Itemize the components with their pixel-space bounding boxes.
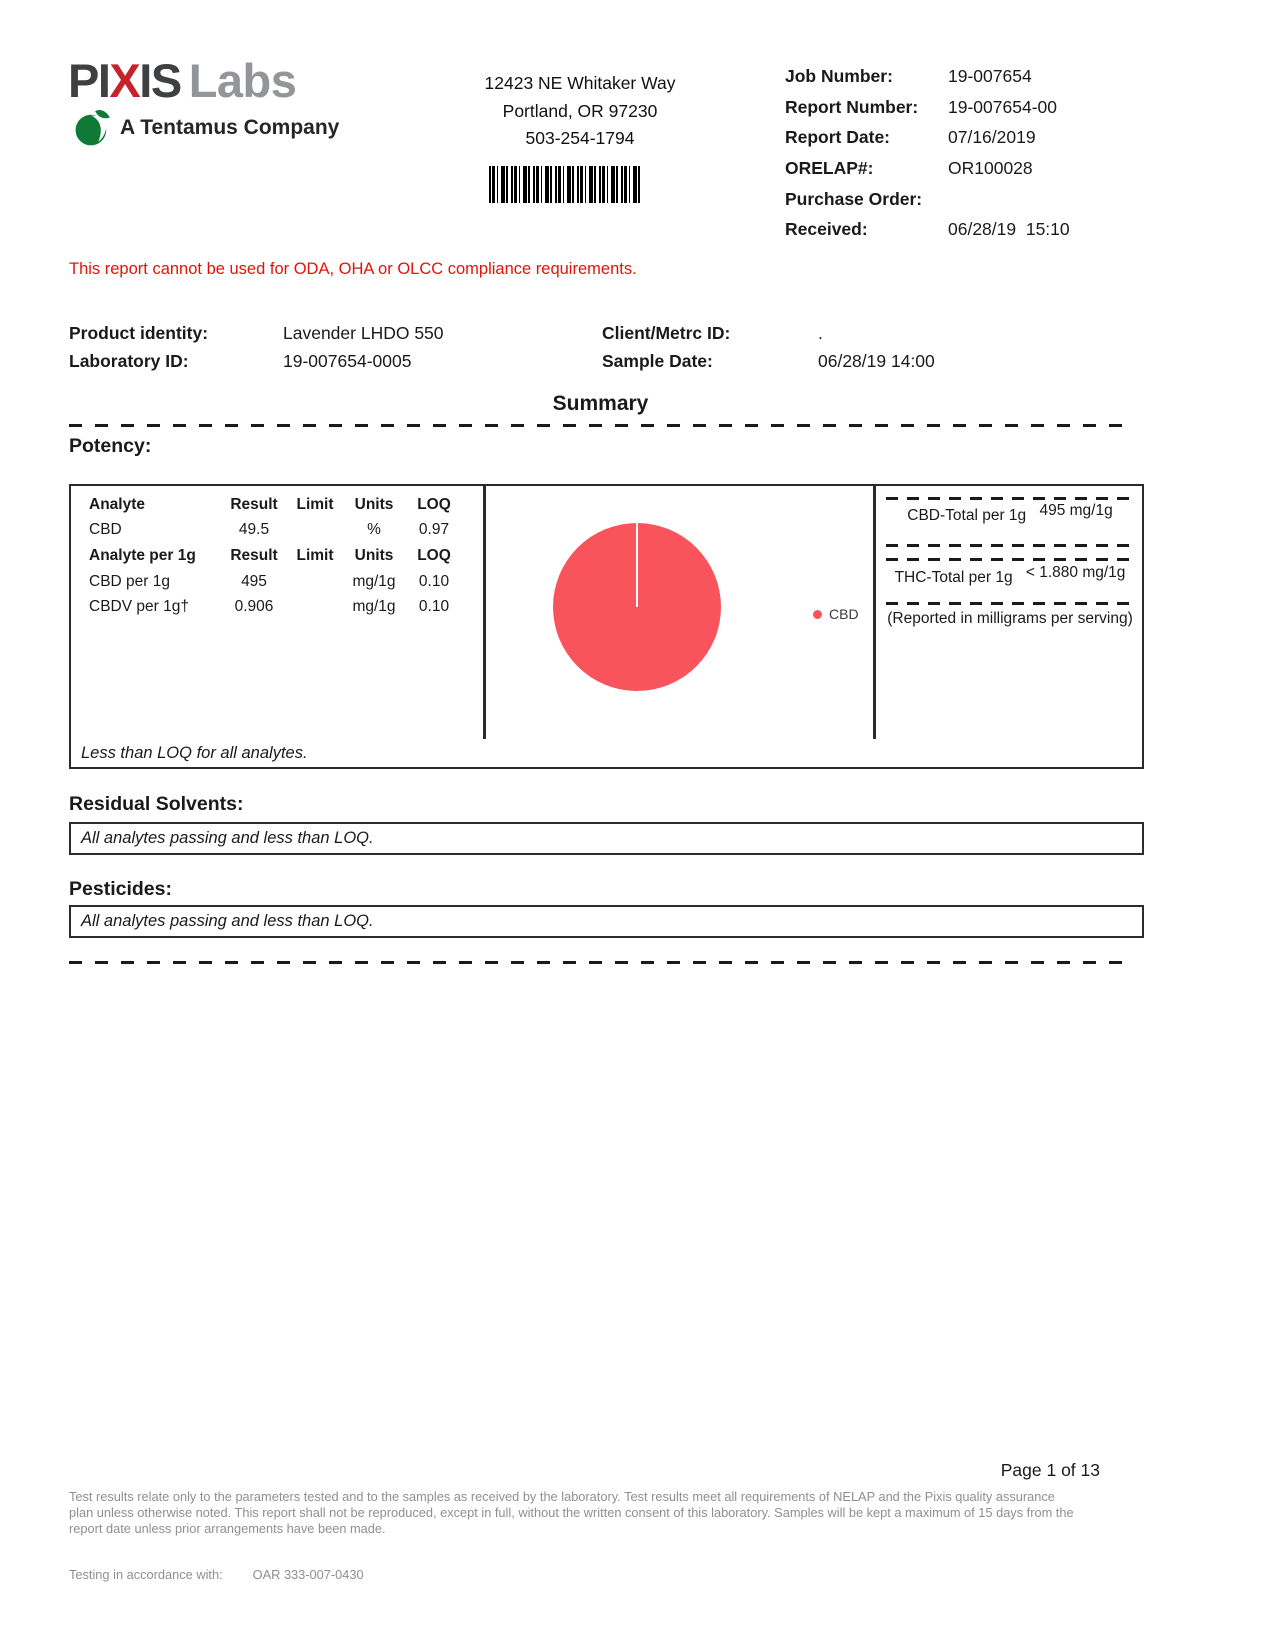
brand-wordmark — [68, 56, 339, 106]
table-row-cbdv-per-1g — [71, 594, 479, 620]
pie-slice-boundary — [636, 523, 639, 607]
table-cell: mg/1g — [352, 572, 396, 590]
table-cell: Units — [354, 495, 394, 513]
table-cell: 0.10 — [418, 572, 450, 590]
table-cell: 0.97 — [418, 521, 450, 539]
totals-dash — [886, 544, 1130, 547]
meta-row-received — [785, 219, 1070, 250]
meta-value: 19-007654-00 — [948, 96, 1057, 117]
table-cell: 49.5 — [238, 521, 270, 539]
meta-label: Report Date: — [785, 127, 891, 148]
brand-labs: Labs — [188, 54, 297, 107]
table-cell: % — [367, 521, 381, 539]
accordance-row — [69, 1567, 364, 1582]
laboratory-id-value: 19-007654-0005 — [283, 351, 412, 371]
compliance-warning: This report cannot be used for ODA, OHA or OLCC compliance requirements. — [69, 260, 637, 278]
client-metrc-value: . — [818, 323, 823, 343]
meta-label: ORELAP#: — [785, 158, 874, 179]
barcode — [489, 166, 641, 203]
potency-footnote: Less than LOQ for all analytes. — [81, 744, 308, 762]
table-cell: mg/1g — [352, 598, 396, 616]
pesticides-result: All analytes passing and less than LOQ. — [81, 912, 374, 930]
meta-row-purchase-order — [785, 189, 1070, 220]
potency-divider-left — [483, 486, 486, 739]
totals-dash — [886, 497, 1130, 500]
dashed-divider-bottom — [69, 961, 1132, 964]
lab-address — [440, 70, 720, 153]
pie-legend — [813, 605, 859, 623]
address-line-1: 12423 NE Whitaker Way — [484, 73, 676, 93]
legend-dot-icon — [813, 610, 822, 619]
meta-label: Received: — [785, 219, 868, 240]
meta-row-job-number — [785, 66, 1070, 97]
report-meta — [785, 66, 1070, 250]
potency-table-header-per-1g — [71, 543, 479, 569]
totals-dash — [886, 602, 1130, 605]
table-cell: LOQ — [417, 495, 451, 513]
product-identity-value: Lavender LHDO 550 — [283, 323, 444, 343]
tentamus-leaf-icon — [74, 109, 112, 147]
potency-heading: Potency: — [69, 435, 152, 457]
table-cell: CBD — [89, 521, 122, 539]
cbd-total-label: CBD-Total per 1g — [907, 507, 1027, 524]
table-cell: Result — [230, 546, 278, 564]
footer-disclaimer: Test results relate only to the parameters tested and to the samples as received by the laboratory. Test results meet all requirements of NELAP and the Pixis quality assurance plan unless otherwise noted. This report shall not be reproduced, except in full, without the written consent of this laboratory. Samples will be kept a maximum of 15 days from the report date unless prior arrangements have been made. — [69, 1489, 1074, 1536]
accordance-value: OAR 333-007-0430 — [252, 1567, 364, 1582]
tagline-text: A Tentamus Company — [120, 116, 340, 139]
table-cell: 495 — [241, 572, 267, 590]
cbd-total-value: 495 mg/1g — [1039, 502, 1113, 519]
meta-value: 06/28/19 15:10 — [948, 219, 1070, 240]
pixis-labs-logo — [68, 56, 339, 147]
table-cell: 0.10 — [418, 598, 450, 616]
residual-solvents-box — [69, 822, 1144, 855]
meta-row-report-date — [785, 127, 1070, 158]
table-cell: Units — [354, 546, 394, 564]
table-cell: LOQ — [417, 546, 451, 564]
potency-table-header — [71, 492, 479, 518]
tagline-row — [74, 109, 339, 147]
meta-value: 07/16/2019 — [948, 127, 1036, 148]
legend-label: CBD — [829, 606, 859, 622]
table-cell: Result — [230, 495, 278, 513]
brand-pi: PI — [68, 54, 110, 107]
meta-row-orelap — [785, 158, 1070, 189]
address-line-2: Portland, OR 97230 — [502, 100, 658, 121]
brand-is: IS — [139, 54, 181, 107]
table-cell: Analyte — [89, 495, 145, 513]
meta-row-report-number — [785, 97, 1070, 128]
table-cell: CBDV per 1g† — [89, 598, 189, 616]
client-metrc-label: Client/Metrc ID: — [602, 323, 731, 343]
meta-label: Report Number: — [785, 96, 919, 117]
page-number: Page 1 of 13 — [1000, 1460, 1100, 1480]
meta-value: 19-007654 — [948, 66, 1032, 86]
accordance-label: Testing in accordance with: — [69, 1567, 223, 1582]
cbd-total-row — [876, 502, 1144, 526]
brand-x: X — [109, 54, 140, 107]
sample-date-label: Sample Date: — [602, 351, 713, 371]
address-line-3: 503-254-1794 — [525, 128, 635, 148]
table-row-cbd-per-1g — [71, 569, 479, 595]
summary-title: Summary — [552, 392, 649, 415]
table-cell: Analyte per 1g — [89, 546, 196, 564]
thc-total-row — [876, 564, 1144, 588]
product-identity-label: Product identity: — [69, 323, 209, 343]
totals-dash — [886, 558, 1130, 561]
pesticides-box — [69, 905, 1144, 938]
residual-solvents-heading: Residual Solvents: — [69, 793, 244, 815]
table-cell: 0.906 — [234, 598, 274, 616]
laboratory-id-label: Laboratory ID: — [69, 351, 189, 371]
dashed-divider-top — [69, 424, 1132, 427]
thc-total-label: THC-Total per 1g — [894, 569, 1013, 586]
meta-label: Job Number: — [785, 66, 893, 86]
table-cell: Limit — [296, 495, 334, 513]
cbd-pie-chart — [553, 523, 721, 691]
sample-date-value: 06/28/19 14:00 — [818, 351, 935, 371]
meta-value: OR100028 — [948, 158, 1033, 179]
pesticides-heading: Pesticides: — [69, 878, 172, 900]
potency-box — [69, 484, 1144, 769]
residual-solvents-result: All analytes passing and less than LOQ. — [81, 829, 374, 847]
table-cell: Limit — [296, 546, 334, 564]
meta-label: Purchase Order: — [785, 188, 923, 209]
table-row-cbd — [71, 518, 479, 544]
totals-note: (Reported in milligrams per serving) — [887, 610, 1133, 627]
table-cell: CBD per 1g — [89, 572, 170, 590]
thc-total-value: < 1.880 mg/1g — [1025, 564, 1126, 581]
potency-table — [71, 492, 479, 620]
